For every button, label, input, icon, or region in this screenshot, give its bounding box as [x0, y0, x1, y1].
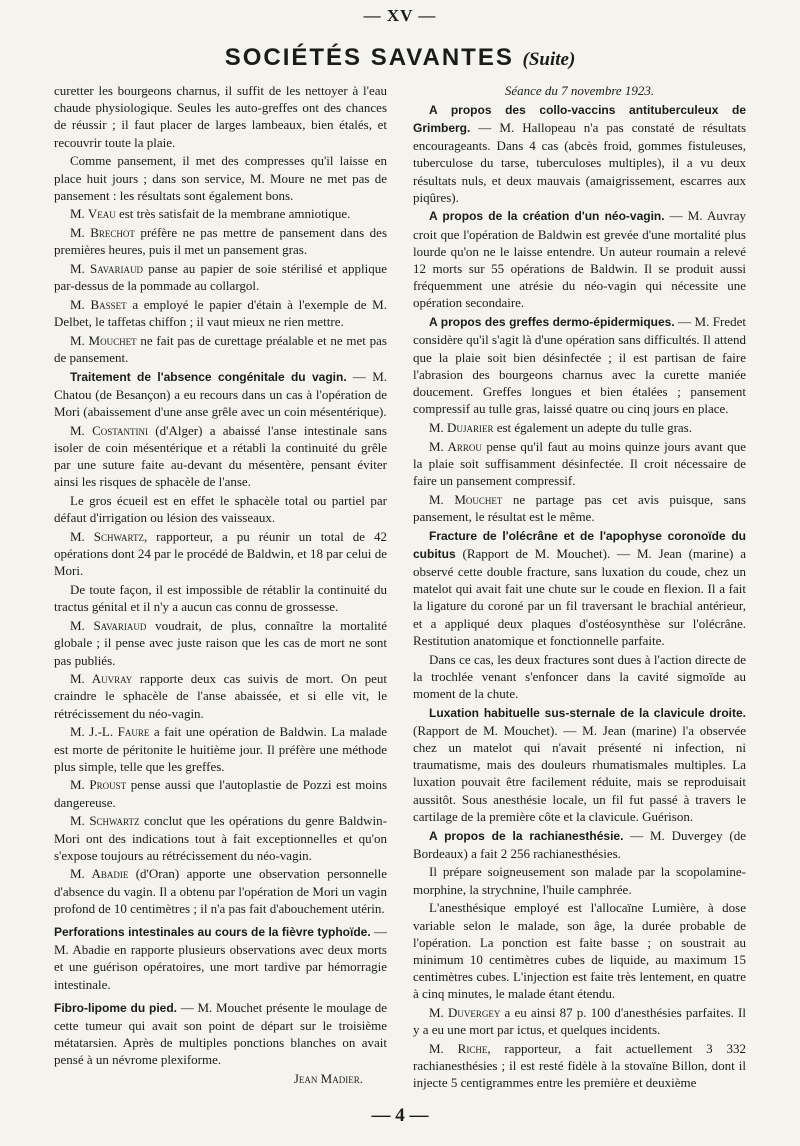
speaker-name: M. Mouchet [429, 491, 503, 507]
section-heading: A propos de la rachianesthésie. [429, 828, 624, 843]
paragraph [54, 865, 387, 917]
arabic-page-number: — 4 — [371, 1105, 429, 1126]
speaker-name: M. Schwartz [70, 813, 140, 829]
paragraph-text: (d'Alger) a abaissé l'anse intestinale sans isoler de coin mésentérique et a rétabli la continuité du grêle par une suture faite au-devant du mésentère, pensant éviter ainsi les risques de sphacèle de l'anse. [54, 422, 387, 490]
speaker-name: M. Costantini [70, 422, 149, 438]
paragraph [54, 581, 387, 615]
paragraph [54, 723, 387, 775]
paragraph-text: L'anesthésique employé est l'allocaïne Lumière, à dose variable selon le malade, son âge, la durée probable de l'opération. La ponction est faite basse ; on soustrait au minimum 10 centimètres cubes de liquide, au maximum 15 centimètres cubes. L'injection est faite très lentement, en quatre à cinq minutes, le malade étant étendu. [413, 900, 746, 1002]
paragraph-text: , rapporteur, a fait actuellement 3 332 rachianesthésies ; il est resté fidèle à la stovaïne Billon, dont il injecte 5 centigrammes entre les première et deuxième [413, 1040, 746, 1091]
speaker-name: M. Savariaud [70, 261, 143, 277]
paragraph-text: rapporte deux cas suivis de mort. On peut craindre le sphacèle de l'anse abaissée, et si elle vit, le rétrécissement du néo-vagin. [54, 671, 387, 721]
right-column [413, 82, 746, 1093]
paragraph-text: — M. Duvergey (de Bordeaux) a fait 2 256 rachianesthésies. [413, 827, 746, 861]
speaker-name: M. Auvray [70, 671, 133, 687]
paragraph [413, 438, 746, 490]
paragraph-text: pense qu'il faut au moins quinze jours avant que la plaie soit suffisamment désinfectée. Il croit nécessaire de faire un pansement compressif. [413, 438, 746, 488]
speaker-name: M. Veau [70, 206, 116, 222]
paragraph-text: est également un adepte du tulle gras. [493, 419, 692, 435]
paragraph-text: a employé le papier d'étain à l'exemple de M. Delbet, le taffetas chiffon ; il vaut mieux ne rien mettre. [54, 296, 387, 330]
paragraph-text: — M. Mouchet présente le moulage de cette tumeur qui avait son point de départ sur le troisième métatarsien. Après de multiples ponctions blanches on avait pensé à un névrome plexiforme. [54, 999, 387, 1068]
paragraph [54, 776, 387, 810]
paragraph [413, 827, 746, 862]
paragraph [54, 332, 387, 366]
paragraph [54, 296, 387, 330]
paragraph [413, 491, 746, 525]
roman-page-number: — XV — [363, 6, 437, 25]
paragraph [54, 368, 387, 421]
paragraph-text: voudrait, de plus, connaître la mortalité globale ; il pense avec juste raison que les cas de mort ne sont pas publiés. [54, 618, 388, 668]
speaker-name: M. Arrou [429, 438, 482, 454]
paragraph-text: Comme pansement, il met des compresses qu'il laisse en place huit jours ; dans son service, M. Moure ne met pas de pansement : les résultats sont également bons. [54, 153, 387, 203]
paragraph-text: — M. Auvray croit que l'opération de Baldwin est grevée d'une mortalité plus lourde qu'on ne le laisse entendre. Un auteur roumain a relevé 12 morts sur 55 opérations de Baldwin. Il se produit aussi fréquemment une atrésie du néo-vagin qui nécessite une opération secondaire. [413, 208, 746, 311]
paragraph-text: Il prépare soigneusement son malade par la scopolamine-morphine, la strychnine, l'huile camphrée. [413, 864, 746, 897]
paragraph [54, 82, 387, 151]
paragraph-text: est très satisfait de la membrane amniotique. [115, 206, 351, 222]
speaker-name: M. Schwartz [70, 529, 144, 545]
paragraph [413, 651, 746, 703]
paragraph [54, 205, 387, 222]
paragraph-text: (Rapport de M. Mouchet). — M. Jean (marine) l'a observée chez un matelot qui n'avait présenté ni infection, ni traumatisme, mais des douleurs rhumatismales multiples. La luxation pouvait être facilement réduite, mais se reproduisait aussitôt. Sous anesthésie locale, un fil fut passé à travers le cartilage de la première côte et la clavicule. Guérison. [413, 722, 746, 824]
page-title-suffix: (Suite) [522, 49, 576, 70]
paragraph [54, 812, 387, 864]
speaker-name: M. Basset [70, 296, 127, 312]
paragraph-text: a fait une opération de Baldwin. La malade est morte de péritonite le huitième jour. Il préfère une méthode plus simple, telle que les greffes. [54, 724, 387, 774]
speaker-name: M. Abadie [70, 866, 129, 882]
page-title-text: SOCIÉTÉS SAVANTES [224, 44, 514, 71]
paragraph-text: panse au papier de soie stérilisé et applique par-dessus de la pommade au collargol. [54, 261, 387, 294]
paragraph [413, 863, 746, 897]
section-heading: Fracture de l'olécrâne et de l'apophyse coronoïde du cubitus [413, 528, 746, 561]
speaker-name: M. Brechot [70, 225, 135, 241]
paragraph-text: — M. Fredet considère qu'il s'agit là d'une opération sans difficultés. Il attend que la plaie soit bien désinfectée ; il est partisan de faire l'abrasion des bourgeons charnus avec la curette maniée doucement. Greffes longues et bien étalées ; pansement compressif au tulle gras, laissé quatre ou cinq jours en place. [413, 314, 746, 417]
speaker-name: M. Proust [70, 777, 127, 793]
section-heading: A propos des greffes dermo-épidermiques. [429, 315, 675, 330]
speaker-name: M. Riche [429, 1040, 488, 1056]
paragraph-text: De toute façon, il est impossible de rétablir la continuité du tractus génital et il n'y a aucun cas connu de grossesse. [54, 582, 387, 615]
speaker-name: M. Dujarier [429, 419, 494, 435]
page-title [0, 44, 800, 72]
paragraph-text: — M. Chatou (de Besançon) a eu recours dans un cas à l'opération de Mori (abaissement d'une anse grêle avec un coin mésentérique). [54, 368, 388, 420]
section-heading: Traitement de l'absence congénitale du vagin. [70, 369, 347, 384]
speaker-name: M. Mouchet [70, 332, 137, 348]
paragraph [413, 207, 746, 311]
paragraph [54, 528, 387, 580]
paragraph [413, 527, 746, 649]
paragraph-text: ne partage pas cet avis puisque, sans pansement, le résultat est le même. [413, 491, 746, 524]
paragraph-text: conclut que les opérations du genre Baldwin-Mori ont des indications tout à fait exceptionnelles et qu'on s'expose toujours au rétrécissement du néo-vagin. [54, 813, 387, 863]
paragraph-text: — M. Hallopeau n'a pas constaté de résultats encourageants. Dans 4 cas (abcès froid, gommes fistuleuses, tuberculose du tarse, tuberculoses multiples), il a vu deux résultats nuls, et deux mauvais (amaigrissement, escarres aux piqûres). [413, 119, 746, 205]
paragraph [54, 617, 387, 669]
section-heading: Luxation habituelle sus-sternale de la clavicule droite. [429, 705, 746, 720]
paragraph [54, 224, 387, 258]
paragraph-text: Le gros écueil est en effet le sphacèle total ou partiel par défaut d'irrigation ou lésion des vaisseaux. [54, 493, 387, 526]
paragraph-text: ne fait pas de curettage préalable et ne met pas de pansement. [54, 332, 387, 366]
paragraph-text: (Rapport de M. Mouchet). — M. Jean (marine) a observé cette double fracture, sans luxation du coude, chez un matelot qui avait fait une chute sur le coude en flexion. Il a fait la ligature du coroné par un fil traversant le brachial antérieur, et a appliqué deux plaques d'ostéosynthèse sur l'olécrâne. Restitution anatomique et fonctionnelle parfaite. [413, 545, 746, 648]
session-date: Séance du 7 novembre 1923. [504, 83, 655, 98]
paragraph-text: curetter les bourgeons charnus, il suffit de les nettoyer à l'eau chaude physiologique. Seules les auto-greffes ont des chances de réussir ; il faut placer de larges lambeaux, bien étalés, et recouvrir toute la plaie. [54, 83, 387, 150]
paragraph [54, 492, 387, 526]
author-signature: Jean Madier. [293, 1071, 363, 1087]
paragraph-text: (d'Oran) apporte une observation personnelle d'absence du vagin. Il a obtenu par l'opération de Mori un vagin profond de 10 centimètres ; il n'a pas fait d'abouchement utérin. [54, 866, 387, 916]
paragraph [413, 1040, 746, 1092]
paragraph [54, 999, 387, 1069]
paragraph [413, 704, 746, 825]
paragraph-text: a eu ainsi 87 p. 100 d'anesthésies parfaites. Il y a eu une mort par ictus, et quelques incidents. [413, 1005, 747, 1038]
speaker-name: M. Duvergey [429, 1005, 501, 1021]
speaker-name: M. J.-L. Faure [70, 724, 150, 740]
paragraph [413, 419, 746, 436]
paragraph [54, 152, 387, 204]
section-heading: A propos des collo-vaccins antituberculeux de Grimberg. [413, 102, 746, 135]
section-heading: Fibro-lipome du pied. [54, 1000, 177, 1015]
paragraph-text: pense aussi que l'autoplastie de Pozzi est moins dangereuse. [54, 777, 388, 810]
paragraph [54, 422, 387, 491]
paragraph-text: — M. Abadie en rapporte plusieurs observations avec deux morts et une guérison opératoires, une mort tardive par hémorragie intestinale. [54, 924, 388, 992]
paragraph [413, 101, 746, 206]
paragraph [413, 313, 746, 417]
paragraph-text: Dans ce cas, les deux fractures sont dues à l'action directe de la trochlée venant s'enfoncer dans la cavité sigmoïde au moment de la chute. [413, 651, 746, 701]
paragraph [54, 670, 387, 722]
paragraph [54, 260, 387, 294]
paragraph-text: , rapporteur, a pu réunir un total de 42 opérations dont 24 par le procédé de Baldwin, et 18 par celui de Mori. [54, 529, 387, 579]
section-heading: Perforations intestinales au cours de la fièvre typhoïde. [54, 925, 371, 940]
paragraph [54, 923, 387, 993]
paragraph [413, 1004, 746, 1038]
section-heading: A propos de la création d'un néo-vagin. [429, 209, 665, 224]
paragraph [413, 899, 746, 1002]
speaker-name: M. Savariaud [70, 618, 147, 634]
left-column [54, 82, 387, 1089]
paragraph-text: préfère ne pas mettre de pansement dans des premières heures, puis il met un pansement gras. [54, 225, 388, 258]
